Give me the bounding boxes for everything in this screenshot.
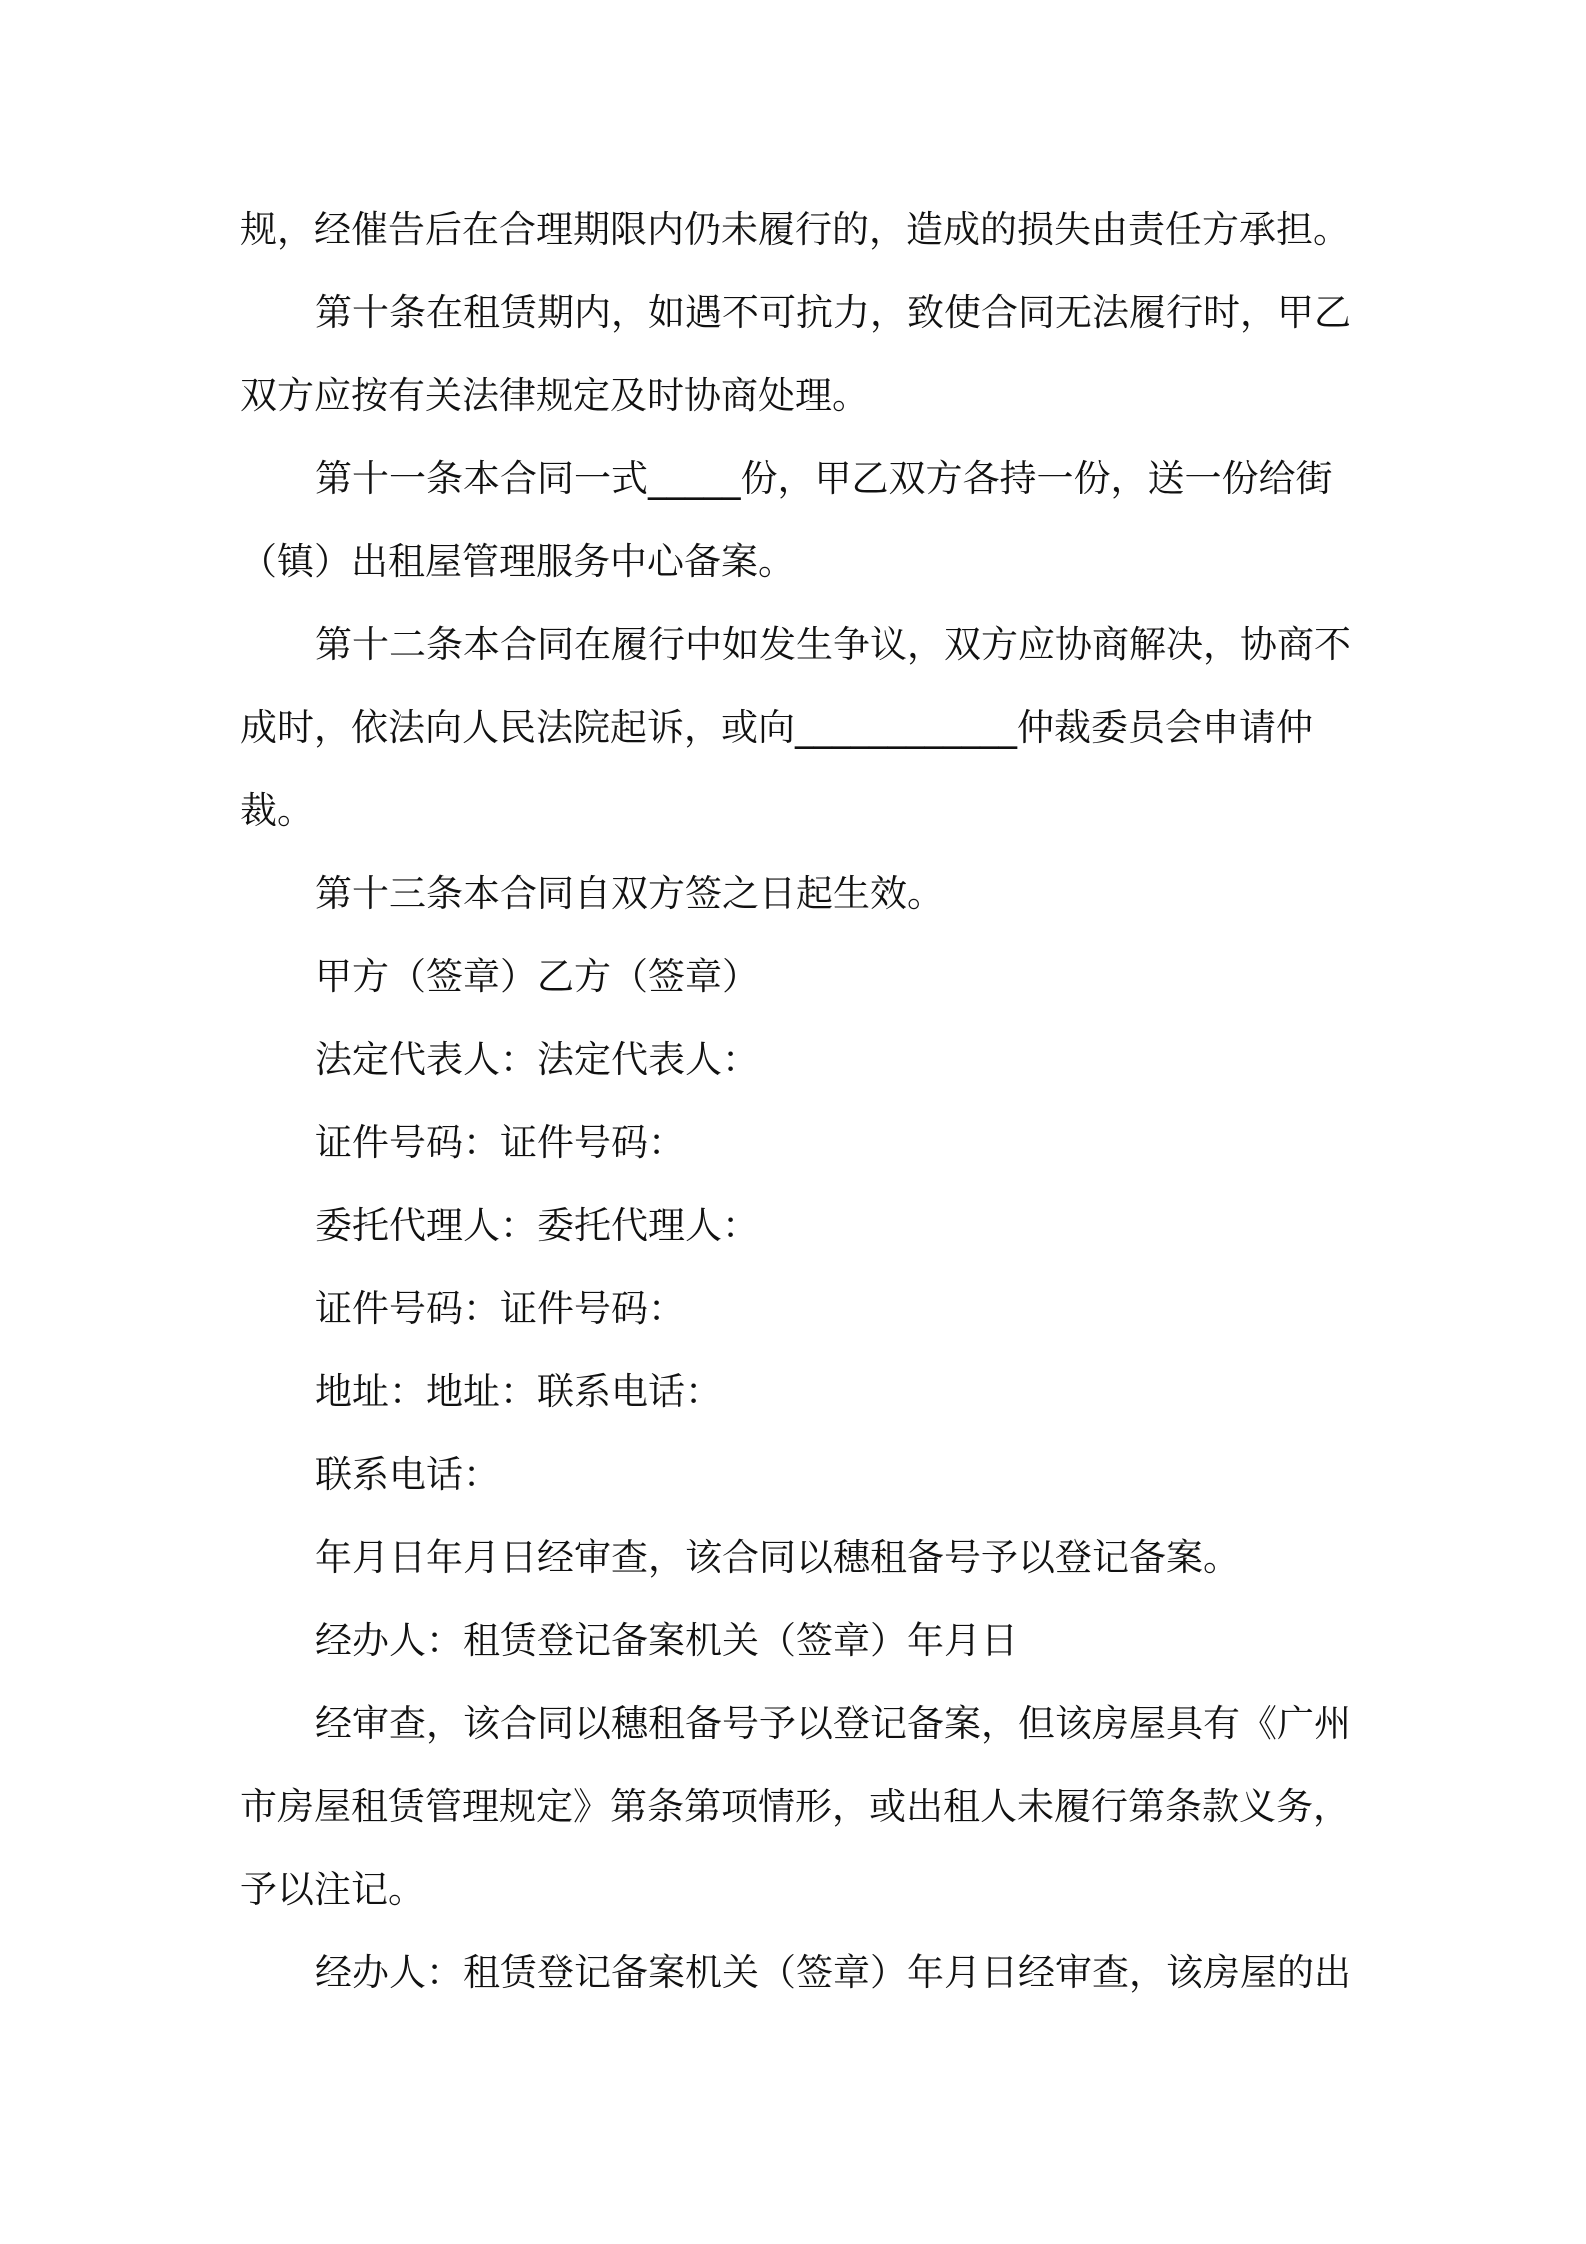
paragraph-article-11: 第十一条本合同一式_____份，甲乙双方各持一份，送一份给街（镇）出租屋管理服务中心备案。: [240, 457, 1333, 583]
paragraph-article-13: 第十三条本合同自双方签之日起生效。: [315, 872, 944, 915]
paragraph-continuation: 规，经催告后在合理期限内仍未履行的，造成的损失由责任方承担。: [240, 208, 1350, 251]
agent-line: 委托代理人：委托代理人：: [315, 1204, 759, 1247]
registration-date-line: 年月日年月日经审查，该合同以穗租备号予以登记备案。: [315, 1536, 1240, 1579]
legal-representative-line: 法定代表人：法定代表人：: [315, 1038, 759, 1081]
address-line: 地址：地址：联系电话：: [315, 1370, 722, 1413]
signature-party-line: 甲方（签章）乙方（签章）: [315, 955, 759, 998]
registration-note-paragraph: 经审查，该合同以穗租备号予以登记备案，但该房屋具有《广州市房屋租赁管理规定》第条第项情形，或出租人未履行第条款义务，予以注记。: [240, 1702, 1351, 1911]
phone-line: 联系电话：: [315, 1453, 500, 1496]
handler-line: 经办人：租赁登记备案机关（签章）年月日: [315, 1619, 1018, 1662]
paragraph-article-10: 第十条在租赁期内，如遇不可抗力，致使合同无法履行时，甲乙双方应按有关法律规定及时协商处理。: [240, 291, 1351, 417]
id-number-line: 证件号码：证件号码：: [315, 1121, 685, 1164]
handler-line-2: 经办人：租赁登记备案机关（签章）年月日经审查，该房屋的出: [315, 1951, 1351, 1994]
paragraph-article-12: 第十二条本合同在履行中如发生争议，双方应协商解决，协商不成时，依法向人民法院起诉，或向____________仲裁委员会申请仲裁。: [240, 623, 1351, 832]
agent-id-number-line: 证件号码：证件号码：: [315, 1287, 685, 1330]
